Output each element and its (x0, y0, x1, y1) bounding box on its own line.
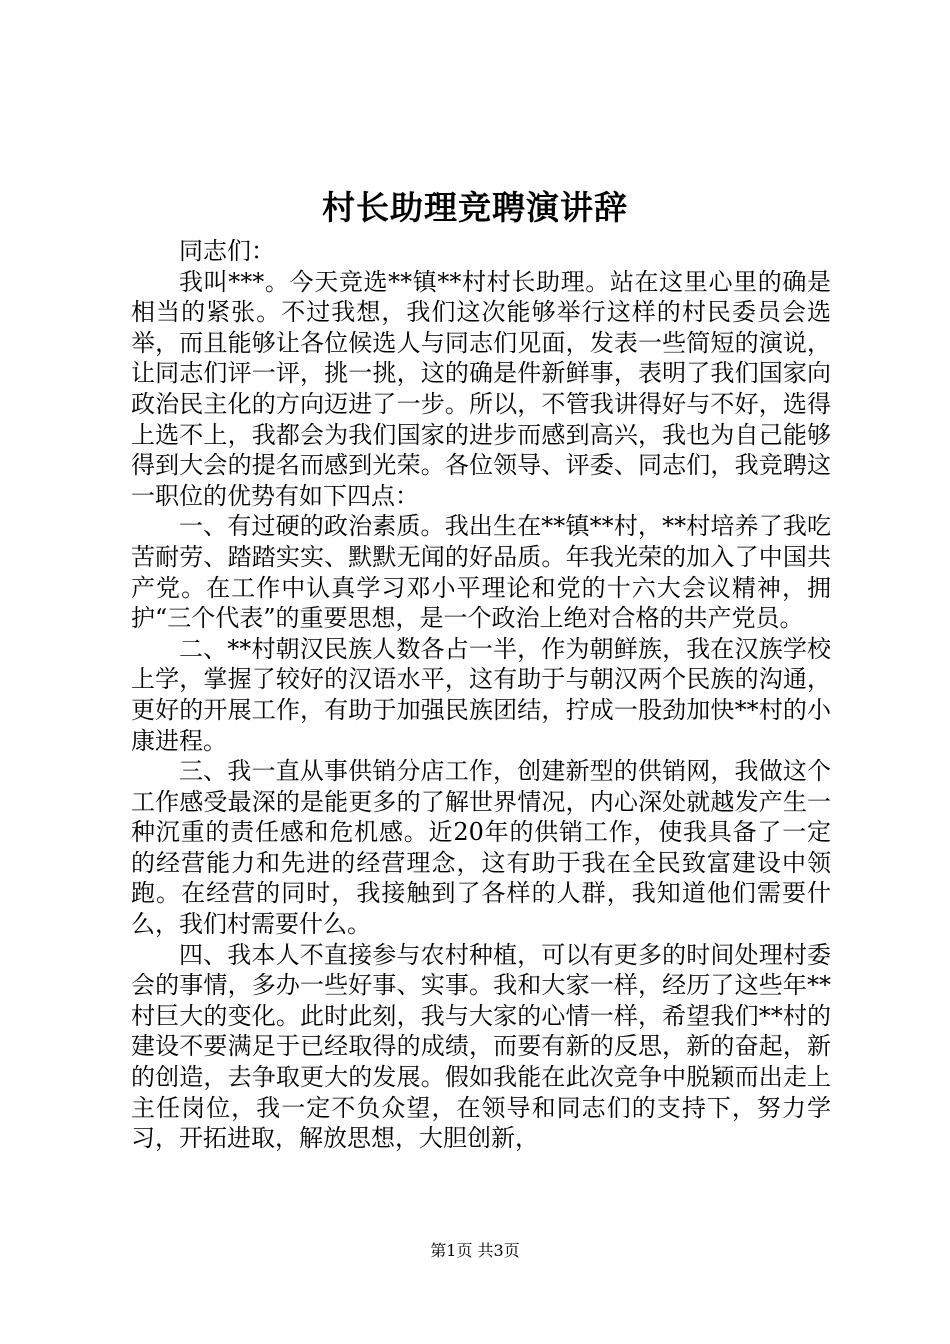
paragraph-point-1: 一、有过硬的政治素质。我出生在**镇**村，**村培养了我吃苦耐劳、踏踏实实、默默无闻的好品质。年我光荣的加入了中国共产党。在工作中认真学习邓小平理论和党的十六大会议精神，拥护“三个代表”的重要思想，是一个政治上绝对合格的共产党员。 (131, 512, 831, 633)
document-body (131, 236, 831, 1154)
salutation: 同志们： (179, 237, 275, 265)
paragraph-point-3: 三、我一直从事供销分店工作，创建新型的供销网，我做这个工作感受最深的是能更多的了解世界情况，内心深处就越发产生一种沉重的责任感和危机感。近20年的供销工作，使我具备了一定的经营能力和先进的经营理念，这有助于我在全民致富建设中领跑。在经营的同时，我接触到了各样的人群，我知道他们需要什么，我们村需要什么。 (131, 757, 831, 939)
paragraph-point-2: 二、**村朝汉民族人数各占一半，作为朝鲜族，我在汉族学校上学，掌握了较好的汉语水平，这有助于与朝汉两个民族的沟通，更好的开展工作，有助于加强民族团结，拧成一股劲加快**村的小康进程。 (131, 634, 831, 755)
paragraph-intro: 我叫***。今天竞选**镇**村村长助理。站在这里心里的确是相当的紧张。不过我想，我们这次能够举行这样的村民委员会选举，而且能够让各位候选人与同志们见面，发表一些简短的演说，让同志们评一评，挑一挑，这的确是件新鲜事，表明了我们国家向政治民主化的方向迈进了一步。所以，不管我讲得好与不好，选得上选不上，我都会为我们国家的进步而感到高兴，我也为自己能够得到大会的提名而感到光荣。各位领导、评委、同志们，我竞聘这一职位的优势有如下四点： (131, 267, 831, 510)
document-title: 村长助理竞聘演讲辞 (322, 188, 628, 227)
paragraph-point-4: 四、我本人不直接参与农村种植，可以有更多的时间处理村委会的事情，多办一些好事、实事。我和大家一样，经历了这些年**村巨大的变化。此时此刻，我与大家的心情一样，希望我们**村的建设不要满足于已经取得的成绩，而要有新的反思，新的奋起，新的创造，去争取更大的发展。假如我能在此次竞争中脱颖而出走上主任岗位，我一定不负众望，在领导和同志们的支持下，努力学习，开拓进取，解放思想，大胆创新， (131, 940, 831, 1153)
page-number-footer: 第1页 共3页 (430, 1241, 520, 1260)
